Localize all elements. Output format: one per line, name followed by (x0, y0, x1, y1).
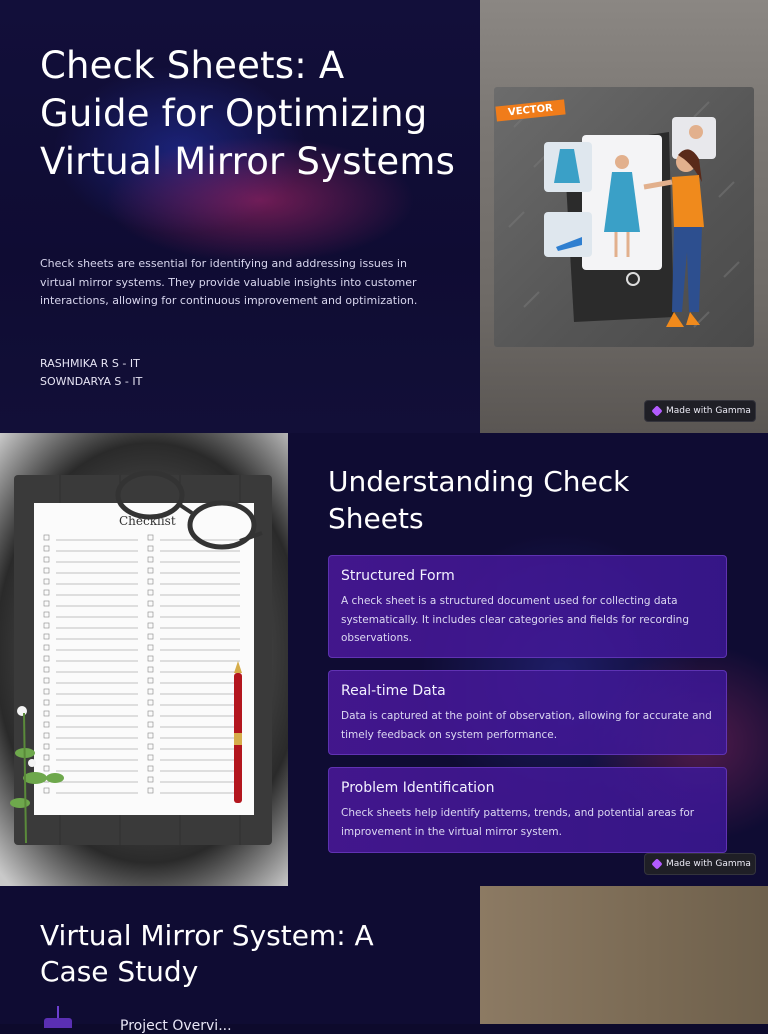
case-study-heading: Virtual Mirror System: A Case Study (40, 919, 374, 988)
checklist-photo (0, 433, 288, 886)
checklist-heading: Checklist (119, 514, 176, 528)
author-1: RASHMIKA R S - IT (40, 357, 140, 370)
slide-title (0, 0, 768, 433)
gamma-icon (651, 405, 662, 416)
card-text: Check sheets help identify patterns, trends, and potential areas for improvement in the virtual mirror system. (341, 807, 695, 838)
made-with-gamma-button[interactable] (644, 400, 756, 422)
slide-case-study (0, 886, 768, 1034)
slide-understanding (0, 433, 768, 886)
card-problem-identification (328, 767, 727, 853)
made-with-gamma-label: Made with Gamma (666, 859, 751, 869)
card-heading: Structured Form (341, 568, 455, 584)
card-real-time-data (328, 670, 727, 755)
understanding-heading: Understanding Check Sheets (328, 465, 630, 535)
timeline-marker-icon (44, 1018, 72, 1028)
gamma-icon (651, 858, 662, 869)
card-heading: Real-time Data (341, 683, 446, 699)
card-structured-form (328, 555, 727, 658)
slide-title-description: Check sheets are essential for identifying and addressing issues in virtual mirror systems. They provide valuable insights into customer interactions, allowing for continuous improvement and optimization. (40, 257, 418, 307)
made-with-gamma-button[interactable] (644, 853, 756, 875)
author-2: SOWNDARYA S - IT (40, 375, 143, 388)
card-text: A check sheet is a structured document used for collecting data systematically. It includes clear categories and fields for recording observations. (341, 595, 689, 644)
made-with-gamma-label: Made with Gamma (666, 406, 751, 416)
project-overview-label: Project Overvi... (120, 1018, 232, 1034)
vector-badge: VECTOR (495, 99, 565, 121)
card-text: Data is captured at the point of observation, allowing for accurate and timely feedback on system performance. (341, 710, 712, 741)
virtual-mirror-illustration (494, 87, 754, 347)
case-study-photo (480, 886, 768, 1024)
card-heading: Problem Identification (341, 780, 495, 796)
slide-title-heading: Check Sheets: A Guide for Optimizing Virtual Mirror Systems (40, 44, 456, 183)
